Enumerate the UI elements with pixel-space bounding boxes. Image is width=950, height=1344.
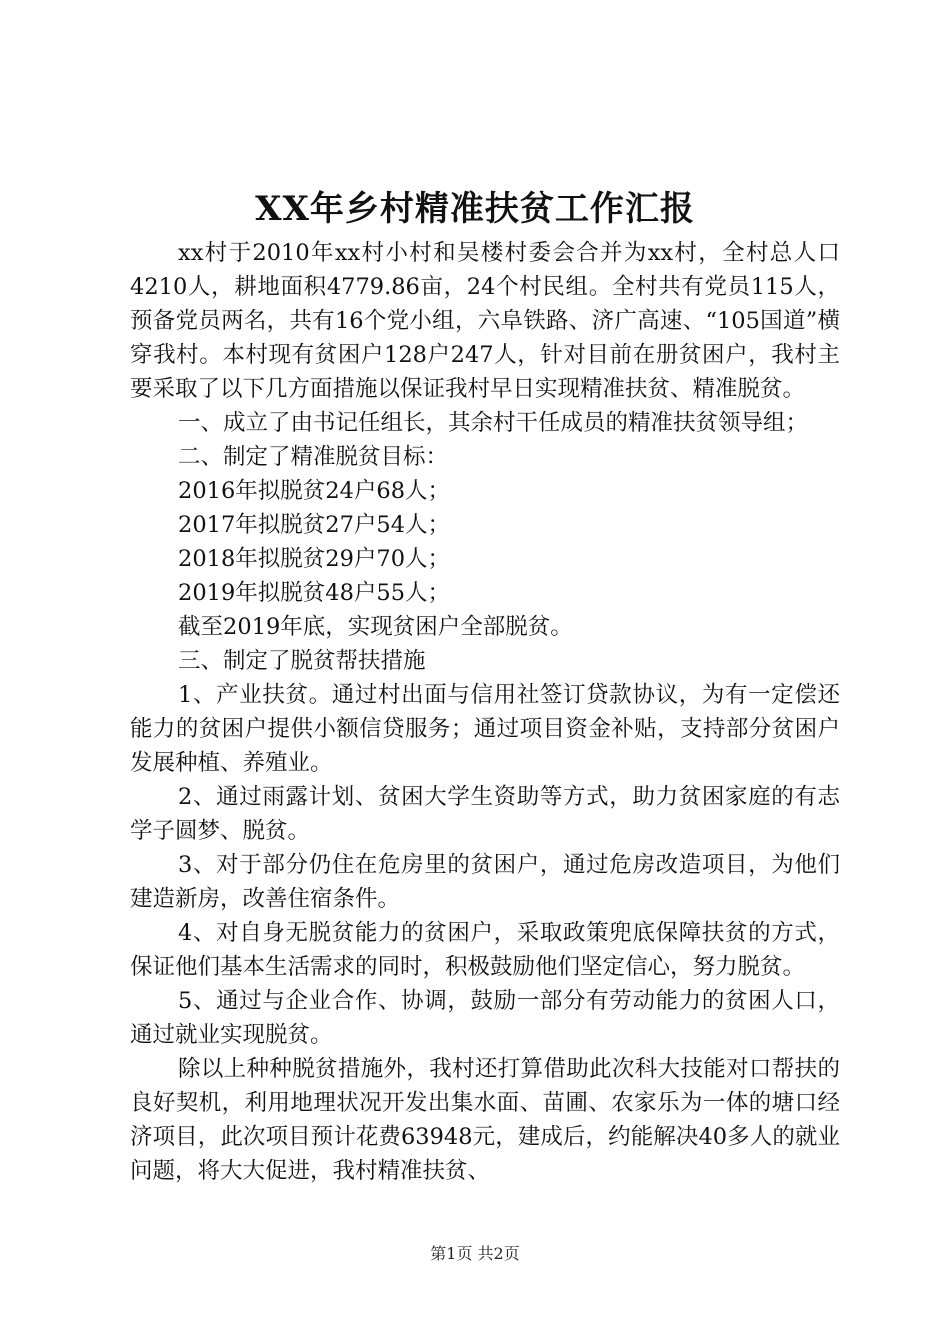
- paragraph-measure-1: 1、产业扶贫。通过村出面与信用社签订贷款协议，为有一定偿还能力的贫困户提供小额信贷服务；通过项目资金补贴，支持部分贫困户发展种植、养殖业。: [130, 682, 840, 776]
- document-body: [130, 236, 840, 1188]
- paragraph-intro: xx村于2010年xx村小村和吴楼村委会合并为xx村，全村总人口4210人，耕地面积4779.86亩，24个村民组。全村共有党员115人，预备党员两名，共有16个党小组，六阜铁路、济广高速、“105国道”横穿我村。本村现有贫困户128户247人，针对目前在册贫困户，我村主要采取了以下几方面措施以保证我村早日实现精准扶贫、精准脱贫。: [130, 240, 840, 402]
- paragraph-measure-2: 2、通过雨露计划、贫困大学生资助等方式，助力贫困家庭的有志学子圆梦、脱贫。: [130, 784, 840, 844]
- paragraph-closing: 除以上种种脱贫措施外，我村还打算借助此次科大技能对口帮扶的良好契机，利用地理状况开发出集水面、苗圃、农家乐为一体的塘口经济项目，此次项目预计花费63948元，建成后，约能解决40多人的就业问题，将大大促进，我村精准扶贫、: [130, 1056, 840, 1184]
- paragraph-section-3: 三、制定了脱贫帮扶措施: [178, 648, 426, 674]
- paragraph-measure-3: 3、对于部分仍住在危房里的贫困户，通过危房改造项目，为他们建造新房，改善住宿条件。: [130, 852, 840, 912]
- page-footer: 第1页 共2页: [430, 1244, 520, 1263]
- paragraph-measure-5: 5、通过与企业合作、协调，鼓励一部分有劳动能力的贫困人口，通过就业实现脱贫。: [130, 988, 840, 1048]
- paragraph-section-2: 二、制定了精准脱贫目标：: [178, 444, 449, 470]
- paragraph-goal-2017: 2017年拟脱贫27户54人；: [178, 512, 451, 538]
- paragraph-goal-2018: 2018年拟脱贫29户70人；: [178, 546, 451, 572]
- paragraph-goal-2019: 2019年拟脱贫48户55人；: [178, 580, 451, 606]
- document-title: XX年乡村精准扶贫工作汇报: [255, 189, 695, 229]
- paragraph-section-1: 一、成立了由书记任组长，其余村干任成员的精准扶贫领导组；: [178, 410, 809, 436]
- paragraph-goal-summary: 截至2019年底，实现贫困户全部脱贫。: [178, 614, 573, 640]
- paragraph-measure-4: 4、对自身无脱贫能力的贫困户，采取政策兜底保障扶贫的方式，保证他们基本生活需求的同时，积极鼓励他们坚定信心，努力脱贫。: [130, 920, 840, 980]
- paragraph-goal-2016: 2016年拟脱贫24户68人；: [178, 478, 451, 504]
